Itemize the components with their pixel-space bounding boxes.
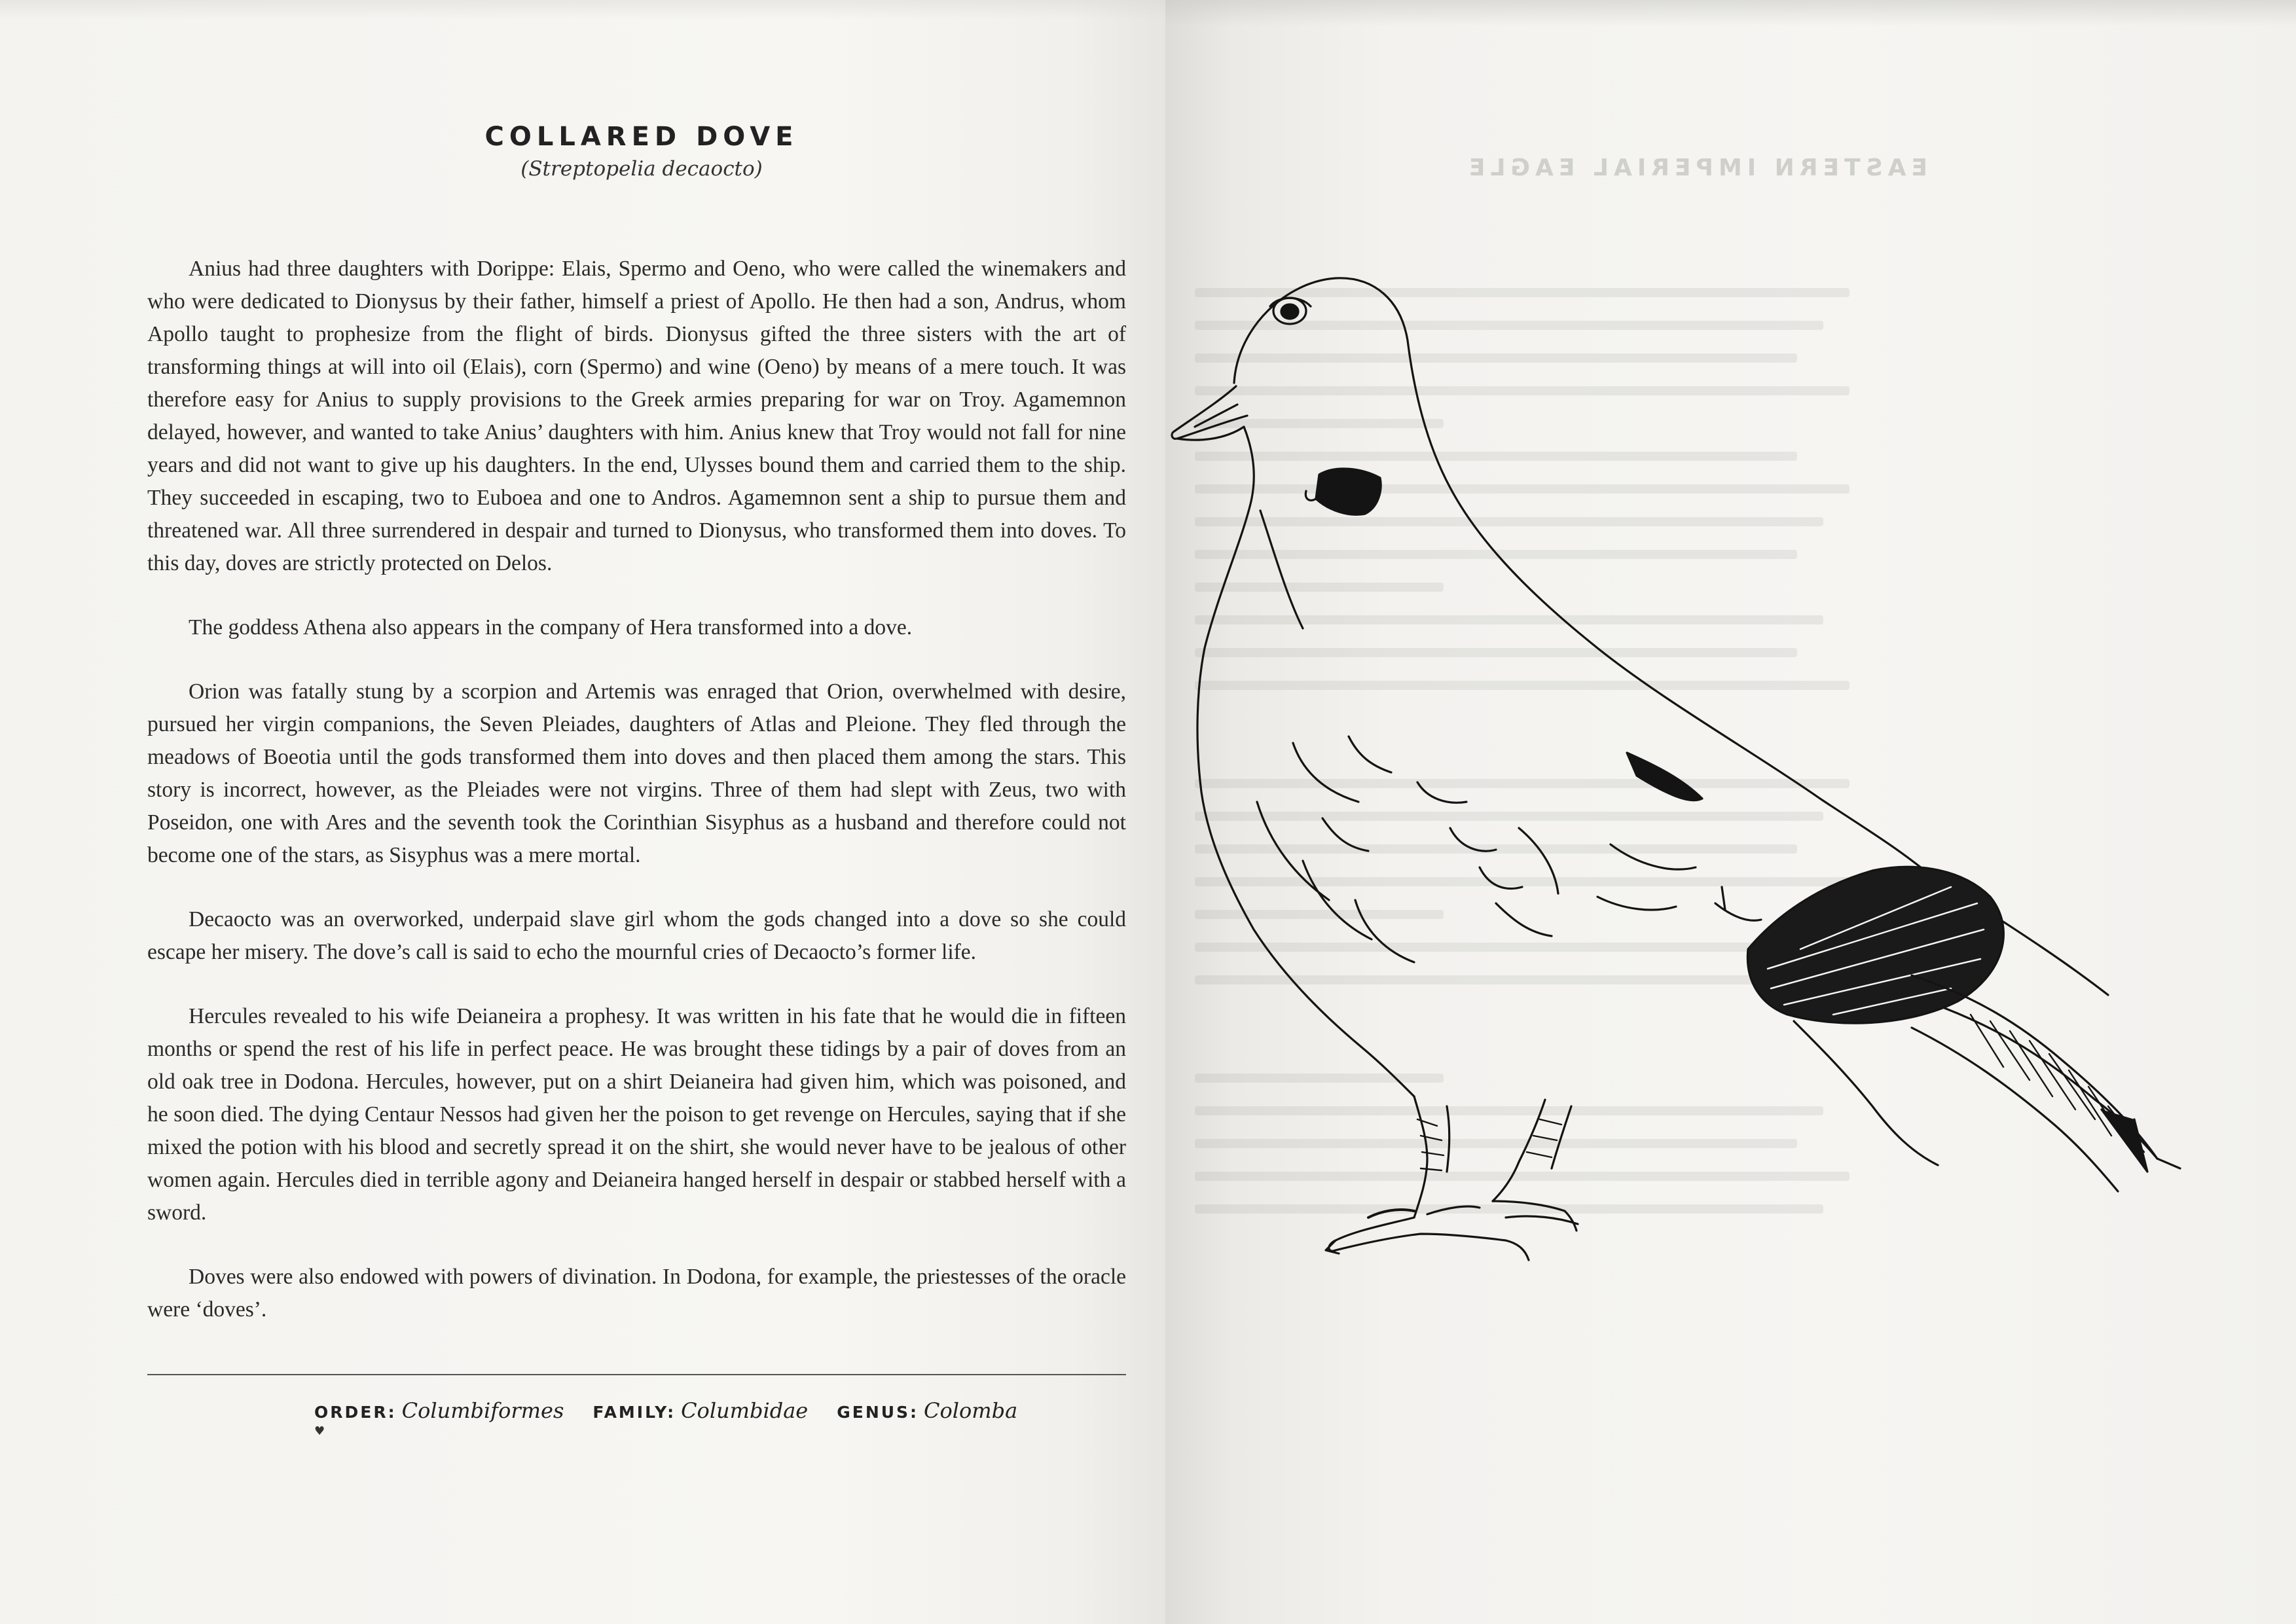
- paragraph: Decaocto was an overworked, underpaid slave girl whom the gods changed into a dove so she could escape her misery. The dove’s call is said to echo the mournful cries of Decaocto’s former life.: [147, 907, 1126, 964]
- paragraph: Doves were also endowed with powers of divination. In Dodona, for example, the priestesses of the oracle were ‘doves’.: [147, 1265, 1126, 1322]
- dove-illustration: [1139, 255, 2226, 1303]
- family-value: Columbidae: [681, 1398, 809, 1423]
- order-value: Columbiformes: [401, 1398, 564, 1423]
- bleed-through-title: EASTERN IMPERIAL EAGLE: [1463, 154, 1928, 181]
- page-title: COLLARED DOVE: [484, 122, 799, 152]
- paragraph: Hercules revealed to his wife Deianeira a prophesy. It was written in his fate that he would die in fifteen months or spend the rest of his life in perfect peace. He was brought these tidings by a pair of doves from an old oak tree in Dodona. Hercules, however, put on a shirt Deianeira had given him, which was poisoned, and he soon died. The dying Centaur Nessos had given her the poison to get revenge on Hercules, saying that if she mixed the potion with his blood and secretly spread it on the shirt, she would never have to be jealous of other women again. Hercules died in terrible agony and Deianeira hanged herself in despair or stabbed herself with a sword.: [147, 1004, 1126, 1225]
- genus-label: GENUS:: [837, 1403, 919, 1422]
- taxonomy-footer: [314, 1398, 1041, 1423]
- genus-value: Colomba: [924, 1398, 1018, 1423]
- family-label: FAMILY:: [592, 1403, 676, 1422]
- paragraph: The goddess Athena also appears in the company of Hera transformed into a dove.: [189, 615, 913, 640]
- left-page-shadow: [0, 0, 1165, 20]
- paragraph: Orion was fatally stung by a scorpion and Artemis was enraged that Orion, overwhelmed with desire, pursued her virgin companions, the Seven Pleiades, daughters of Atlas and Pleione. They fled through the meadows of Boeotia until the gods transformed them into doves and then placed them among the stars. This story is incorrect, however, as the Pleiades were not virgins. Three of them had slept with Zeus, two with Poseidon, one with Ares and the seventh took the Corinthian Sisyphus as a husband and therefore could not become one of the stars, as Sisyphus was a mere mortal.: [147, 679, 1126, 867]
- footer-divider: [147, 1374, 1126, 1375]
- article-body: [147, 253, 1126, 1358]
- paragraph: Anius had three daughters with Dorippe: Elais, Spermo and Oeno, who were called the winemakers and who were dedicated to Dionysus by their father, himself a priest of Apollo. He then had a son, Andrus, whom Apollo taught to prophesize from the flight of birds. Dionysus gifted the three sisters with the art of transforming things at will into oil (Elais), corn (Spermo) and wine (Oeno) by means of a mere touch. It was therefore easy for Anius to supply provisions to the Greek armies preparing for war on Troy. Agamemnon delayed, however, and wanted to take Anius’ daughters with him. Anius knew that Troy would not fall for nine years and did not want to give up his daughters. In the end, Ulysses bound them and carried them to the ship. They succeeded in escaping, two to Euboea and one to Andros. Agamemnon sent a ship to pursue them and threatened war. All three surrendered in despair and turned to Dionysus, who transformed them into doves. To this day, doves are strictly protected on Delos.: [147, 257, 1126, 575]
- heart-icon: ♥: [314, 1424, 325, 1438]
- right-page-shadow: [1165, 0, 2296, 26]
- scientific-name: (Streptopelia decaocto): [520, 157, 763, 181]
- order-label: ORDER:: [314, 1403, 397, 1422]
